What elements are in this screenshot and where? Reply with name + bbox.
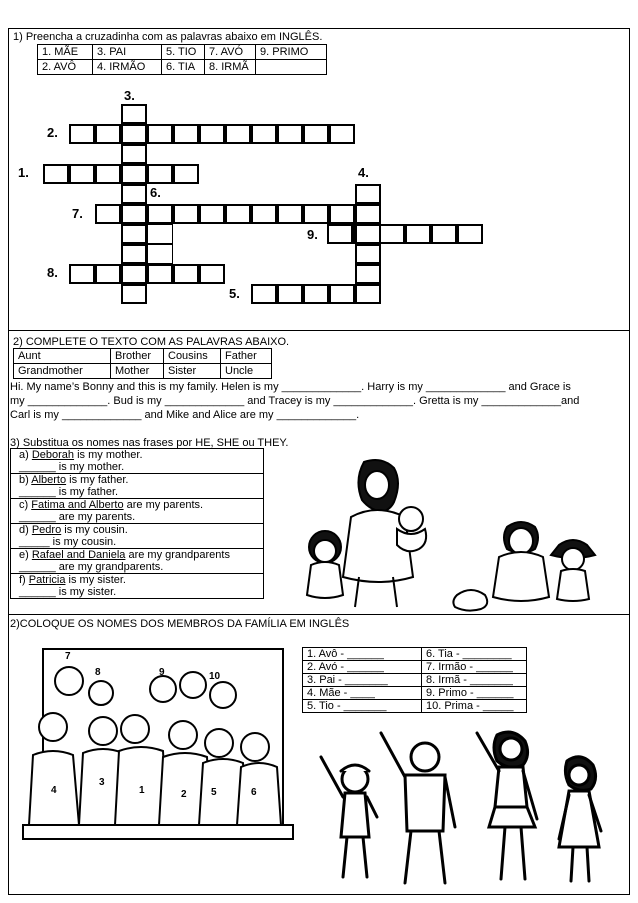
crossword-cell[interactable] — [431, 224, 457, 244]
word-bank-cell: Father — [221, 349, 272, 364]
crossword-cell[interactable] — [251, 204, 277, 224]
crossword-cell[interactable] — [69, 124, 95, 144]
crossword-cell[interactable] — [147, 204, 173, 224]
picture-number: 9 — [159, 667, 165, 678]
crossword-cell[interactable] — [327, 224, 353, 244]
crossword-cell[interactable] — [69, 264, 95, 284]
crossword-cell[interactable] — [121, 224, 147, 244]
crossword-cell[interactable] — [121, 204, 147, 224]
crossword-cell[interactable] — [95, 164, 121, 184]
family-illustration — [289, 457, 609, 617]
word-bank-cell: Cousins — [164, 349, 221, 364]
section-divider — [9, 330, 629, 331]
crossword-cell[interactable] — [457, 224, 483, 244]
q3-name: Fatima and Alberto — [31, 499, 124, 511]
q3-sentence-table — [10, 448, 264, 599]
q3-answer-line[interactable]: ______ are my parents. — [19, 511, 136, 523]
clue-number-2: 2. — [47, 125, 58, 140]
crossword-cell[interactable] — [147, 264, 173, 284]
word-bank-cell: 3. PAI — [93, 45, 162, 60]
crossword-cell[interactable] — [329, 124, 355, 144]
q3-sentence: d) Pedro is my cousin. — [11, 523, 263, 536]
crossword-cell[interactable] — [121, 264, 147, 284]
picture-number: 7 — [65, 651, 71, 662]
q3-name: Rafael and Daniela — [31, 549, 126, 561]
family-member-item[interactable]: 3. Pai - _______ — [303, 674, 422, 687]
crossword-cell[interactable] — [121, 284, 147, 304]
crossword-cell[interactable] — [355, 264, 381, 284]
picture-number: 6 — [251, 787, 257, 798]
q3-answer-line[interactable]: ______ is my sister. — [19, 586, 117, 598]
crossword-cell[interactable] — [43, 164, 69, 184]
clue-number-9: 9. — [307, 227, 318, 242]
q3-name: Alberto — [31, 474, 67, 486]
q3-sentence: c) Fatima and Alberto are my parents. — [11, 498, 263, 511]
clue-number-3: 3. — [124, 88, 135, 103]
crossword-cell[interactable] — [121, 124, 147, 144]
family-member-item[interactable]: 4. Mãe - ____ — [303, 687, 422, 700]
crossword-cell[interactable] — [173, 124, 199, 144]
q3-name: Deborah — [31, 449, 75, 461]
crossword-cell[interactable] — [121, 144, 147, 164]
q1-word-bank — [37, 44, 327, 75]
crossword-cell[interactable] — [199, 124, 225, 144]
q2-text-line: my _____________. Bud is my _____________ and Tracey is my _____________. Gretta is my _____________and — [10, 395, 580, 407]
word-bank-cell: Mother — [111, 364, 164, 379]
word-bank-cell: 4. IRMÃO — [93, 60, 162, 75]
clue-number-1: 1. — [18, 165, 29, 180]
crossword-cell[interactable] — [95, 204, 121, 224]
word-bank-cell: 9. PRIMO — [256, 45, 327, 60]
crossword-cell[interactable] — [355, 244, 381, 264]
q2-text-line: Hi. My name’s Bonny and this is my family. Helen is my _____________. Harry is my _____________ and Grace is — [10, 381, 571, 393]
clue-number-4: 4. — [358, 165, 369, 180]
crossword-cell[interactable] — [405, 224, 431, 244]
crossword-cell[interactable] — [355, 204, 381, 224]
crossword-cell[interactable] — [121, 104, 147, 124]
crossword-cell[interactable] — [329, 204, 355, 224]
crossword-cell[interactable] — [329, 284, 355, 304]
crossword-cell[interactable] — [121, 244, 147, 264]
family-member-item[interactable]: 6. Tia - ________ — [422, 648, 527, 661]
word-bank-cell: 7. AVÓ — [205, 45, 256, 60]
crossword-cell[interactable] — [173, 264, 199, 284]
crossword-cell[interactable] — [199, 264, 225, 284]
q2-text-line: Carl is my _____________ and Mike and Alice are my _____________. — [10, 409, 360, 421]
clue-number-5: 5. — [229, 286, 240, 301]
section-divider — [9, 614, 629, 615]
clue-number-7: 7. — [72, 206, 83, 221]
picture-number: 1 — [139, 785, 145, 796]
crossword-cell[interactable] — [355, 224, 381, 244]
stick-figures-illustration — [305, 719, 615, 889]
q4-answer-table — [302, 647, 527, 713]
picture-number: 10 — [209, 671, 221, 682]
word-bank-cell: Brother — [111, 349, 164, 364]
clue-number-6: 6. — [150, 185, 161, 200]
word-bank-cell: 5. TIO — [162, 45, 205, 60]
crossword-cell[interactable] — [121, 164, 147, 184]
crossword-cell[interactable] — [173, 164, 199, 184]
crossword-cell[interactable] — [95, 264, 121, 284]
word-bank-cell: Aunt — [14, 349, 111, 364]
word-bank-cell: 1. MÃE — [38, 45, 93, 60]
word-bank-cell: 2. AVÔ — [38, 60, 93, 75]
crossword-cell[interactable] — [225, 124, 251, 144]
q2-title: 2) COMPLETE O TEXTO COM AS PALAVRAS ABAIXO. — [13, 336, 290, 348]
word-bank-cell: Uncle — [221, 364, 272, 379]
crossword-cell[interactable] — [277, 124, 303, 144]
crossword-cell[interactable] — [147, 164, 173, 184]
crossword-cell[interactable] — [147, 124, 173, 144]
crossword-cell[interactable] — [303, 124, 329, 144]
q3-title: 3) Substitua os nomes nas frases por HE, SHE ou THEY. — [10, 437, 289, 449]
q3-answer-line[interactable]: ______ is my mother. — [19, 461, 125, 473]
q3-sentence: f) Patricia is my sister. — [11, 573, 263, 586]
picture-number: 5 — [211, 787, 217, 798]
picture-number: 8 — [95, 667, 101, 678]
q4-title: 2)COLOQUE OS NOMES DOS MEMBROS DA FAMÍLIA EM INGLÊS — [10, 618, 350, 630]
crossword-cell[interactable] — [355, 284, 381, 304]
q3-answer-line[interactable]: _____ is my cousin. — [19, 536, 117, 548]
crossword-cell[interactable] — [147, 244, 173, 264]
crossword-cell[interactable] — [303, 284, 329, 304]
family-member-item[interactable]: 8. Irmã - _______ — [422, 674, 527, 687]
picture-number: 3 — [99, 777, 105, 788]
q3-sentence: a) Deborah is my mother. — [19, 449, 143, 461]
crossword-cell[interactable] — [199, 204, 225, 224]
family-member-item[interactable]: 2. Avó - ______ — [303, 661, 422, 674]
family-member-item[interactable]: 1. Avô - ______ — [303, 648, 422, 661]
crossword-cell[interactable] — [95, 124, 121, 144]
word-bank-cell: 8. IRMÃ — [205, 60, 256, 75]
worksheet-page — [8, 28, 630, 895]
q3-name: Pedro — [31, 524, 62, 536]
q3-answer-line[interactable]: ______ is my father. — [19, 486, 119, 498]
crossword-cell[interactable] — [355, 184, 381, 204]
word-bank-cell: 6. TIA — [162, 60, 205, 75]
q3-sentence: e) Rafael and Daniela are my grandparents — [11, 548, 263, 561]
family-member-item[interactable]: 10. Prima - _____ — [422, 700, 527, 713]
crossword-cell[interactable] — [121, 184, 147, 204]
crossword-cell[interactable] — [251, 124, 277, 144]
crossword-cell[interactable] — [277, 204, 303, 224]
q1-title: 1) Preencha a cruzadinha com as palavras abaixo em INGLÊS. — [13, 31, 323, 43]
clue-number-8: 8. — [47, 265, 58, 280]
crossword-cell[interactable] — [251, 284, 277, 304]
q3-answer-line[interactable]: ______ are my grandparents. — [19, 561, 164, 573]
crossword-cell[interactable] — [69, 164, 95, 184]
family-member-item[interactable]: 9. Primo - ______ — [422, 687, 527, 700]
picture-number: 4 — [51, 785, 57, 796]
word-bank-cell — [256, 60, 327, 75]
picture-number: 2 — [181, 789, 187, 800]
crossword-cell[interactable] — [225, 204, 251, 224]
family-member-item[interactable]: 5. Tio - _______ — [303, 700, 422, 713]
family-member-item[interactable]: 7. Irmão - ______ — [422, 661, 527, 674]
crossword-cell[interactable] — [277, 284, 303, 304]
crossword-cell[interactable] — [379, 224, 405, 244]
word-bank-cell: Grandmother — [14, 364, 111, 379]
crossword-cell[interactable] — [303, 204, 329, 224]
crossword-cell[interactable] — [147, 224, 173, 244]
crossword-cell[interactable] — [173, 204, 199, 224]
numbered-family-picture — [23, 635, 293, 885]
q2-word-bank — [13, 348, 272, 379]
q3-sentence: b) Alberto is my father. — [11, 473, 263, 486]
word-bank-cell: Sister — [164, 364, 221, 379]
q3-name: Patricia — [28, 574, 66, 586]
